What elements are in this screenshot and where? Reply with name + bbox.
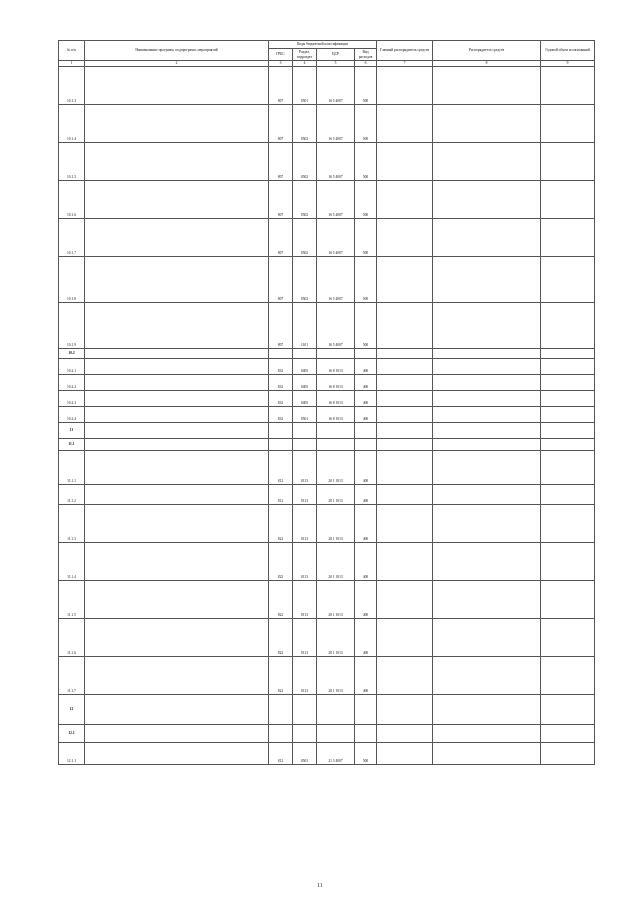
row-number-cell: 10.1.7 (59, 218, 85, 256)
row-name-cell (85, 618, 269, 656)
row-name-cell (85, 104, 269, 142)
row-chief-distributor-cell (377, 438, 433, 450)
row-vr-cell: 500 (355, 142, 377, 180)
row-total-cell (541, 542, 595, 580)
row-name-cell (85, 450, 269, 484)
row-vr-cell: 400 (355, 618, 377, 656)
row-name-cell (85, 542, 269, 580)
row-name-cell (85, 302, 269, 348)
row-name-cell (85, 406, 269, 422)
header-name: Наименование программ, подпрограмм, мероприятий (85, 41, 269, 61)
row-number-cell: 11.1.6 (59, 618, 85, 656)
row-total-cell (541, 348, 595, 358)
row-grbs-cell (269, 422, 293, 438)
row-grbs-cell: 832 (269, 358, 293, 374)
row-vr-cell: 400 (355, 406, 377, 422)
row-number-cell: 10.2.2 (59, 374, 85, 390)
row-chief-distributor-cell (377, 580, 433, 618)
row-vr-cell: 500 (355, 66, 377, 104)
row-section-cell: 0113 (293, 618, 317, 656)
table-row (59, 484, 595, 504)
row-distributor-cell (433, 142, 541, 180)
column-number: 4 (293, 61, 317, 67)
row-distributor-cell (433, 374, 541, 390)
row-total-cell (541, 724, 595, 742)
row-vr-cell: 400 (355, 542, 377, 580)
row-grbs-cell: 822 (269, 618, 293, 656)
column-number: 7 (377, 61, 433, 67)
row-grbs-cell (269, 348, 293, 358)
row-grbs-cell: 807 (269, 256, 293, 302)
row-grbs-cell (269, 724, 293, 742)
row-vr-cell: 500 (355, 256, 377, 302)
column-number: 2 (85, 61, 269, 67)
table-row (59, 742, 595, 764)
table-row (59, 358, 595, 374)
row-section-cell (293, 694, 317, 724)
row-name-cell (85, 484, 269, 504)
row-distributor-cell (433, 450, 541, 484)
row-grbs-cell: 812 (269, 450, 293, 484)
row-csr-cell: 16 5 4007 (317, 104, 355, 142)
header-grbs: ГРБС (269, 49, 293, 61)
header-budget-classification: Коды бюджетной классификации (269, 41, 377, 49)
row-total-cell (541, 374, 595, 390)
row-number-cell: 11.1.5 (59, 580, 85, 618)
row-distributor-cell (433, 390, 541, 406)
row-section-cell: 0501 (293, 66, 317, 104)
row-csr-cell: 16 8 1013 (317, 374, 355, 390)
row-chief-distributor-cell (377, 422, 433, 438)
row-section-cell: 0502 (293, 142, 317, 180)
row-csr-cell: 16 5 4007 (317, 256, 355, 302)
row-section-cell (293, 348, 317, 358)
column-number: 8 (433, 61, 541, 67)
row-chief-distributor-cell (377, 104, 433, 142)
column-number: 5 (317, 61, 355, 67)
row-section-cell: 0113 (293, 580, 317, 618)
row-distributor-cell (433, 724, 541, 742)
row-chief-distributor-cell (377, 218, 433, 256)
table-row (59, 656, 595, 694)
row-distributor-cell (433, 302, 541, 348)
row-csr-cell: 16 5 4007 (317, 180, 355, 218)
row-csr-cell (317, 348, 355, 358)
row-chief-distributor-cell (377, 694, 433, 724)
row-name-cell (85, 66, 269, 104)
row-chief-distributor-cell (377, 66, 433, 104)
row-total-cell (541, 656, 595, 694)
column-number: 6 (355, 61, 377, 67)
row-name-cell (85, 580, 269, 618)
row-total-cell (541, 742, 595, 764)
row-grbs-cell: 832 (269, 390, 293, 406)
row-csr-cell: 20 1 1013 (317, 450, 355, 484)
row-vr-cell (355, 724, 377, 742)
section-row (59, 348, 595, 358)
table-row (59, 390, 595, 406)
table-row (59, 374, 595, 390)
row-section-cell (293, 724, 317, 742)
row-chief-distributor-cell (377, 542, 433, 580)
row-section-cell: 0501 (293, 742, 317, 764)
row-vr-cell (355, 438, 377, 450)
row-csr-cell: 21 3 4007 (317, 742, 355, 764)
row-number-cell: 10.1.5 (59, 142, 85, 180)
row-chief-distributor-cell (377, 618, 433, 656)
row-number-cell: 12.1.1 (59, 742, 85, 764)
row-name-cell (85, 348, 269, 358)
row-total-cell (541, 504, 595, 542)
row-total-cell (541, 358, 595, 374)
row-distributor-cell (433, 256, 541, 302)
row-section-cell: 0405 (293, 374, 317, 390)
row-grbs-cell: 822 (269, 656, 293, 694)
row-csr-cell (317, 724, 355, 742)
table-row (59, 302, 595, 348)
row-grbs-cell: 822 (269, 504, 293, 542)
row-section-cell: 0113 (293, 542, 317, 580)
row-csr-cell: 20 1 1013 (317, 656, 355, 694)
row-section-cell: 0113 (293, 450, 317, 484)
row-distributor-cell (433, 180, 541, 218)
header-distributor: Распорядитель средств (433, 41, 541, 61)
row-distributor-cell (433, 580, 541, 618)
row-name-cell (85, 374, 269, 390)
row-section-cell: 0502 (293, 218, 317, 256)
row-distributor-cell (433, 618, 541, 656)
row-section-cell: 0113 (293, 656, 317, 694)
row-total-cell (541, 218, 595, 256)
row-csr-cell: 16 5 4007 (317, 302, 355, 348)
row-section-cell: 0113 (293, 484, 317, 504)
row-grbs-cell: 807 (269, 180, 293, 218)
row-vr-cell (355, 348, 377, 358)
header-vr: Вид расходов (355, 49, 377, 61)
row-total-cell (541, 406, 595, 422)
row-distributor-cell (433, 406, 541, 422)
table-row (59, 618, 595, 656)
row-csr-cell: 20 1 1013 (317, 580, 355, 618)
row-total-cell (541, 580, 595, 618)
row-grbs-cell: 807 (269, 302, 293, 348)
header-no: № п/п (59, 41, 85, 61)
section-row (59, 724, 595, 742)
section-row (59, 438, 595, 450)
row-distributor-cell (433, 542, 541, 580)
column-number: 3 (269, 61, 293, 67)
row-number-cell: 10.2.3 (59, 390, 85, 406)
row-name-cell (85, 694, 269, 724)
table-row (59, 542, 595, 580)
row-section-cell: 0501 (293, 406, 317, 422)
row-number-cell: 11.1.1 (59, 450, 85, 484)
row-chief-distributor-cell (377, 256, 433, 302)
row-name-cell (85, 656, 269, 694)
row-name-cell (85, 358, 269, 374)
row-number-cell: 10.2 (59, 348, 85, 358)
header-chief-distributor: Главный распорядитель средств (377, 41, 433, 61)
row-grbs-cell (269, 438, 293, 450)
row-csr-cell (317, 422, 355, 438)
section-row (59, 694, 595, 724)
row-vr-cell: 500 (355, 104, 377, 142)
row-number-cell: 12 (59, 694, 85, 724)
row-csr-cell: 20 1 1013 (317, 542, 355, 580)
row-total-cell (541, 142, 595, 180)
row-section-cell: 0502 (293, 104, 317, 142)
row-csr-cell: 16 5 4007 (317, 142, 355, 180)
row-vr-cell: 400 (355, 504, 377, 542)
row-number-cell: 11 (59, 422, 85, 438)
row-chief-distributor-cell (377, 348, 433, 358)
row-grbs-cell: 807 (269, 142, 293, 180)
row-total-cell (541, 618, 595, 656)
budget-allocation-table (58, 40, 595, 765)
row-chief-distributor-cell (377, 374, 433, 390)
row-chief-distributor-cell (377, 484, 433, 504)
row-vr-cell: 500 (355, 218, 377, 256)
row-grbs-cell: 807 (269, 218, 293, 256)
row-name-cell (85, 422, 269, 438)
table-row (59, 504, 595, 542)
row-vr-cell: 500 (355, 742, 377, 764)
row-number-cell: 10.1.6 (59, 180, 85, 218)
row-chief-distributor-cell (377, 450, 433, 484)
row-grbs-cell (269, 694, 293, 724)
row-vr-cell: 400 (355, 374, 377, 390)
row-vr-cell (355, 422, 377, 438)
row-csr-cell: 16 5 4007 (317, 66, 355, 104)
row-csr-cell: 20 1 1013 (317, 504, 355, 542)
column-number: 9 (541, 61, 595, 67)
row-total-cell (541, 390, 595, 406)
header-total: Годовой объем ассигнований (541, 41, 595, 61)
row-number-cell: 10.2.1 (59, 358, 85, 374)
row-total-cell (541, 66, 595, 104)
header-csr: ЦСР (317, 49, 355, 61)
row-number-cell: 11.1.4 (59, 542, 85, 580)
row-section-cell: 0502 (293, 256, 317, 302)
row-csr-cell: 16 5 4007 (317, 218, 355, 256)
page-number: 11 (317, 883, 323, 889)
row-csr-cell: 16 8 1013 (317, 390, 355, 406)
row-section-cell (293, 438, 317, 450)
row-csr-cell (317, 694, 355, 724)
row-number-cell: 10.1.3 (59, 66, 85, 104)
row-section-cell: 0113 (293, 504, 317, 542)
row-section-cell: 0405 (293, 358, 317, 374)
row-grbs-cell: 832 (269, 374, 293, 390)
row-distributor-cell (433, 438, 541, 450)
row-grbs-cell: 832 (269, 406, 293, 422)
table-row (59, 256, 595, 302)
table-row (59, 450, 595, 484)
row-total-cell (541, 180, 595, 218)
row-chief-distributor-cell (377, 358, 433, 374)
row-csr-cell: 20 1 1013 (317, 484, 355, 504)
row-chief-distributor-cell (377, 406, 433, 422)
table-row (59, 104, 595, 142)
row-distributor-cell (433, 358, 541, 374)
row-name-cell (85, 142, 269, 180)
row-section-cell: 1101 (293, 302, 317, 348)
row-name-cell (85, 390, 269, 406)
row-distributor-cell (433, 348, 541, 358)
row-name-cell (85, 438, 269, 450)
row-name-cell (85, 504, 269, 542)
table-row (59, 406, 595, 422)
row-number-cell: 10.1.9 (59, 302, 85, 348)
row-name-cell (85, 256, 269, 302)
row-grbs-cell: 807 (269, 66, 293, 104)
section-row (59, 422, 595, 438)
row-chief-distributor-cell (377, 724, 433, 742)
row-distributor-cell (433, 422, 541, 438)
column-number: 1 (59, 61, 85, 67)
row-chief-distributor-cell (377, 742, 433, 764)
row-name-cell (85, 180, 269, 218)
row-csr-cell: 20 1 1013 (317, 618, 355, 656)
row-name-cell (85, 742, 269, 764)
row-total-cell (541, 694, 595, 724)
row-chief-distributor-cell (377, 180, 433, 218)
row-number-cell: 11.1.3 (59, 504, 85, 542)
row-number-cell: 11.1 (59, 438, 85, 450)
row-vr-cell: 500 (355, 180, 377, 218)
row-vr-cell: 400 (355, 484, 377, 504)
table-row (59, 218, 595, 256)
row-chief-distributor-cell (377, 656, 433, 694)
row-total-cell (541, 450, 595, 484)
table-row (59, 142, 595, 180)
row-grbs-cell: 812 (269, 484, 293, 504)
row-vr-cell (355, 694, 377, 724)
header-section: Раздел, подраздел (293, 49, 317, 61)
row-distributor-cell (433, 218, 541, 256)
row-csr-cell: 16 8 1013 (317, 406, 355, 422)
row-section-cell: 0405 (293, 390, 317, 406)
row-chief-distributor-cell (377, 504, 433, 542)
row-number-cell: 12.1 (59, 724, 85, 742)
row-grbs-cell: 822 (269, 542, 293, 580)
row-distributor-cell (433, 66, 541, 104)
row-csr-cell: 16 8 1013 (317, 358, 355, 374)
row-grbs-cell: 807 (269, 104, 293, 142)
row-section-cell (293, 422, 317, 438)
row-chief-distributor-cell (377, 302, 433, 348)
row-vr-cell: 400 (355, 390, 377, 406)
row-distributor-cell (433, 484, 541, 504)
row-number-cell: 10.2.4 (59, 406, 85, 422)
row-total-cell (541, 302, 595, 348)
row-distributor-cell (433, 656, 541, 694)
row-vr-cell: 400 (355, 580, 377, 618)
row-total-cell (541, 422, 595, 438)
row-number-cell: 10.1.8 (59, 256, 85, 302)
row-vr-cell: 400 (355, 656, 377, 694)
row-csr-cell (317, 438, 355, 450)
row-name-cell (85, 724, 269, 742)
row-chief-distributor-cell (377, 390, 433, 406)
row-total-cell (541, 484, 595, 504)
row-chief-distributor-cell (377, 142, 433, 180)
row-number-cell: 11.1.2 (59, 484, 85, 504)
row-distributor-cell (433, 104, 541, 142)
row-name-cell (85, 218, 269, 256)
row-grbs-cell: 822 (269, 580, 293, 618)
row-number-cell: 11.1.7 (59, 656, 85, 694)
row-grbs-cell: 812 (269, 742, 293, 764)
row-distributor-cell (433, 742, 541, 764)
table-body (59, 66, 595, 764)
row-distributor-cell (433, 694, 541, 724)
row-distributor-cell (433, 504, 541, 542)
row-number-cell: 10.1.4 (59, 104, 85, 142)
row-total-cell (541, 104, 595, 142)
table-row (59, 580, 595, 618)
row-total-cell (541, 256, 595, 302)
row-vr-cell: 400 (355, 450, 377, 484)
row-vr-cell: 500 (355, 302, 377, 348)
row-vr-cell: 400 (355, 358, 377, 374)
row-total-cell (541, 438, 595, 450)
table-row (59, 180, 595, 218)
table-row (59, 66, 595, 104)
row-section-cell: 0502 (293, 180, 317, 218)
